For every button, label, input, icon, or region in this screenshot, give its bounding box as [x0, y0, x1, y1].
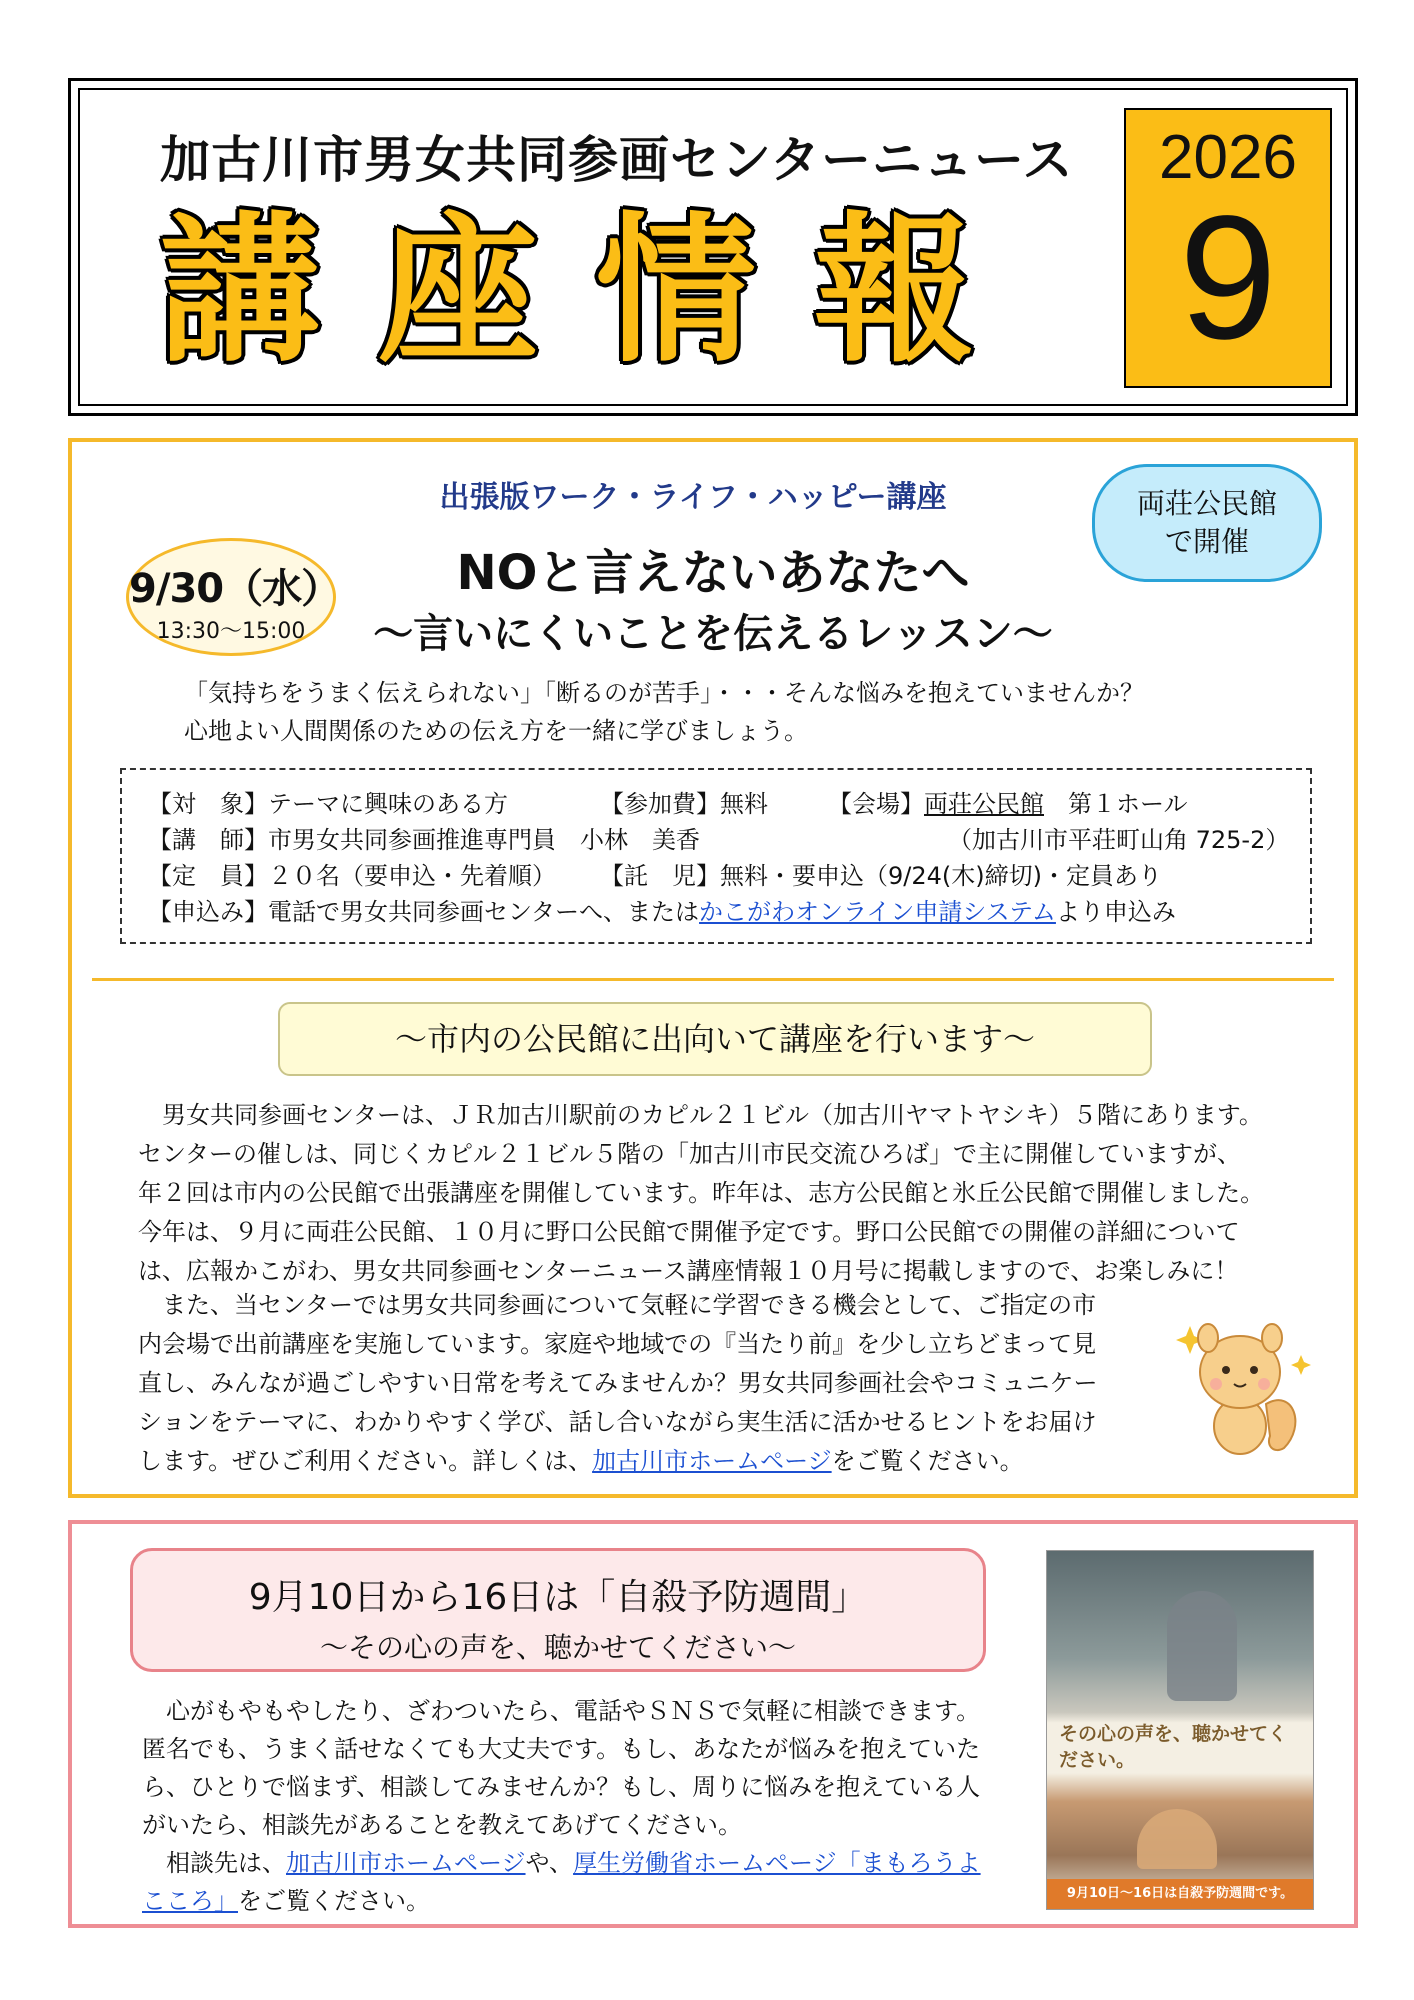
event-series: 出張版ワーク・ライフ・ハッピー講座 — [439, 480, 947, 515]
consult-post: をご覧ください。 — [238, 1887, 430, 1915]
prevention-week-poster — [1046, 1550, 1314, 1910]
paragraph-line: 年２回は市内の公民館で出張講座を開催しています。昨年は、志方公民館と氷丘公民館で開催しました。 — [138, 1179, 1265, 1207]
mhlw-homepage-link-cont[interactable]: こころ」 — [142, 1887, 238, 1915]
event-intro — [184, 674, 1144, 750]
paragraph-line: 今年は、９月に両荘公民館、１０月に野口公民館で開催予定です。野口公民館での開催の詳細について — [138, 1218, 1240, 1246]
paragraph-line: は、広報かこがわ、男女共同参画センターニュース講座情報１０月号に掲載しますので、お楽しみに！ — [138, 1257, 1239, 1285]
venue-label: 【会場】 — [828, 790, 924, 818]
outreach-paragraph-2 — [138, 1286, 1098, 1481]
suicide-prevention-section — [68, 1520, 1358, 1928]
detail-venue — [828, 786, 1188, 822]
issue-month: 9 — [1179, 180, 1277, 376]
para2-last-post: をご覧ください。 — [831, 1447, 1024, 1475]
details-row — [148, 858, 1310, 894]
details-row — [148, 822, 1310, 858]
details-row — [148, 894, 1310, 930]
venue-link[interactable]: 両荘公民館 — [924, 790, 1044, 818]
mhlw-homepage-link[interactable]: 厚生労働省ホームページ「まもろうよ — [573, 1849, 981, 1877]
apply-pre: 【申込み】電話で男女共同参画センターへ、または — [148, 898, 700, 926]
poster-person-figure — [1137, 1809, 1217, 1869]
para2-last-pre: します。ぜひご利用ください。詳しくは、 — [138, 1447, 593, 1475]
paragraph-line: ら、ひとりで悩まず、相談してみませんか？もし、周りに悩みを抱えている人 — [142, 1773, 981, 1801]
masthead-inner-border — [78, 88, 1348, 406]
prevention-body — [142, 1692, 981, 1920]
paragraph-line — [142, 1882, 981, 1920]
page-title: 講座情報 — [160, 197, 1033, 384]
paragraph-line: 内会場で出前講座を実施しています。家庭や地域での『当たり前』を少し立ちどまって見 — [138, 1330, 1097, 1358]
detail-fee: 【参加費】無料 — [600, 790, 768, 818]
intro-line: 「気持ちをうまく伝えられない」「断るのが苦手」・・・そんな悩みを抱えていませんか？ — [184, 679, 1144, 707]
intro-line: 心地よい人間関係のための伝え方を一緒に学びましょう。 — [184, 717, 808, 745]
section-divider — [92, 978, 1334, 981]
prevention-week-title: 9月10日から16日は「自殺予防週間」 — [248, 1577, 868, 1618]
event-details-box — [120, 768, 1312, 944]
detail-address: （加古川市平荘町山角 725-2） — [948, 826, 1290, 854]
masthead — [68, 78, 1358, 416]
paragraph-line: 心がもやもやしたり、ざわついたら、電話やＳＮＳで気軽に相談できます。 — [142, 1697, 981, 1725]
prevention-week-subtitle: ～その心の声を、聴かせてください～ — [319, 1631, 796, 1664]
lecture-section — [68, 438, 1358, 1498]
venue-cloud-line-1: 両荘公民館 — [1136, 487, 1277, 520]
city-homepage-link[interactable]: 加古川市ホームページ — [592, 1447, 832, 1475]
poster-footer: 9月10日〜16日は自殺予防週間です。 — [1047, 1879, 1313, 1909]
paragraph-line: また、当センターでは男女共同参画について気軽に学習できる機会として、ご指定の市 — [138, 1291, 1097, 1319]
detail-childcare: 【託 児】無料・要申込（9/24(木)締切)・定員あり — [600, 862, 1162, 890]
issue-year: 2026 — [1159, 123, 1297, 192]
outreach-banner: ～市内の公民館に出向いて講座を行います～ — [278, 1002, 1152, 1076]
consult-pre: 相談先は、 — [142, 1849, 286, 1877]
details-row — [148, 786, 1310, 822]
prevention-week-banner — [130, 1548, 986, 1672]
apply-post: より申込み — [1055, 898, 1176, 926]
venue-room: 第１ホール — [1044, 790, 1188, 818]
detail-apply — [148, 894, 1176, 930]
issue-date-box — [1124, 108, 1332, 388]
event-date: 9/30（水） — [129, 566, 341, 612]
paragraph-line: 匿名でも、うまく話せなくても大丈夫です。もし、あなたが悩みを抱えていた — [142, 1735, 981, 1763]
paragraph-line: ションをテーマに、わかりやすく学び、話し合いながら実生活に活かせるヒントをお届け — [138, 1408, 1097, 1436]
paragraph-line: センターの催しは、同じくカピル２１ビル５階の「加古川市民交流ひろば」で主に開催していますが、 — [138, 1140, 1242, 1168]
event-time: 13:30～15:00 — [156, 619, 306, 644]
newsletter-name: 加古川市男女共同参画センターニュース — [160, 131, 1074, 189]
event-subtitle: ～言いにくいことを伝えるレッスン～ — [373, 611, 1053, 657]
paragraph-line: がいたら、相談先があることを教えてあげてください。 — [142, 1811, 742, 1839]
poster-person-figure — [1167, 1591, 1237, 1701]
paragraph-line: 直し、みんなが過ごしやすい日常を考えてみませんか？男女共同参画社会やコミュニケー — [138, 1369, 1098, 1397]
consult-mid: や、 — [525, 1849, 574, 1877]
detail-capacity: 【定 員】２０名（要申込・先着順） — [148, 862, 556, 890]
online-application-link[interactable]: かこがわオンライン申請システム — [699, 898, 1056, 926]
paragraph-line — [138, 1442, 1098, 1481]
detail-target: 【対 象】テーマに興味のある方 — [148, 790, 508, 818]
squirrel-illustration — [1174, 1308, 1314, 1458]
paragraph-line: 男女共同参画センターは、ＪＲ加古川駅前のカピル２１ビル（加古川ヤマトヤシキ）５階にあります。 — [138, 1101, 1263, 1129]
city-homepage-link[interactable]: 加古川市ホームページ — [286, 1849, 526, 1877]
outreach-paragraph-1 — [138, 1096, 1264, 1291]
paragraph-line — [142, 1844, 981, 1882]
event-title: NOと言えないあなたへ — [456, 545, 970, 601]
detail-lecturer: 【講 師】市男女共同参画推進専門員 小林 美香 — [148, 826, 700, 854]
poster-catchphrase: その心の声を、聴かせてください。 — [1059, 1723, 1288, 1771]
venue-cloud-line-2: で開催 — [1164, 525, 1249, 558]
